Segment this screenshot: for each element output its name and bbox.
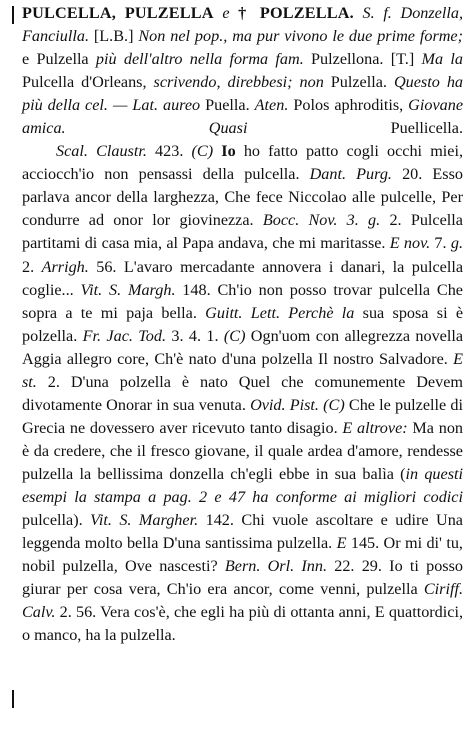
citation-text: 142. Chi vuole ascoltare e udire Una leggenda molto bella D'una santissima pulzella.	[22, 511, 463, 553]
citation-text: 22. 29. Io ti posso giurar per cosa vera, Ch'io era ancor, come venni, pulzella	[22, 557, 463, 599]
citation-text: 3. 4. 1.	[166, 326, 224, 345]
citation-text: Che le pulzelle di Grecia ne dovessero aver ricevuto tanto disagio.	[22, 395, 463, 437]
text-2: Pulzellona. [T.]	[303, 50, 422, 69]
citation-text: Ogn'uom con allegrezza novella Aggia allegro core, Ch'è nato d'una polzella Il nostro Salvadore.	[22, 326, 464, 368]
citation-text: 145. Or mi di' tu, nobil pulzella, Ove nascesti?	[22, 534, 463, 576]
citation-source: E	[336, 534, 347, 553]
citation-source: Guitt. Lett.	[205, 303, 280, 322]
entry-quotations	[22, 140, 463, 647]
usage-note-2: più dell'altro nella forma fam.	[95, 50, 304, 69]
text-4: Pulzella.	[323, 73, 394, 92]
citation-source: Vit. S. Margh.	[80, 280, 176, 299]
usage-note-3: Ma la	[421, 50, 464, 69]
citation-source: Dant. Purg.	[309, 165, 392, 184]
lemma-conjunction: e	[213, 4, 239, 22]
gloss: Donzella, Fanciulla.	[22, 4, 463, 46]
text-1: e Pulzella	[22, 50, 96, 69]
citation-source: E st.	[22, 349, 463, 391]
margin-rule-top	[12, 6, 14, 24]
citation-source: Vit. S. Margher.	[90, 511, 199, 530]
usage-note-5: Questo ha più della cel. — Lat. aureo	[22, 73, 464, 115]
usage-note-7: Giovane amica. Quasi	[22, 96, 464, 138]
citation-source: g.	[450, 234, 463, 253]
citation-source: Bern. Orl. Inn.	[224, 557, 328, 576]
text-3: Pulcella d'Orleans,	[22, 73, 154, 92]
citation-source: in questi esempi la stampa a pag. 2 e 47 ha conforme ai migliori codici	[22, 464, 464, 506]
citation-text: 2. D'una polzella è nato Quel che comunemente Devem divotamente Onorar in sua venuta.	[22, 372, 463, 414]
text-5: Puella.	[200, 96, 255, 115]
usage-note-6: Aten.	[254, 96, 289, 115]
citation-source: E altrove:	[342, 418, 408, 437]
citation-source: Ciriff. Calv.	[22, 580, 463, 622]
citation-text: 7.	[430, 234, 451, 253]
margin-rule-bottom	[12, 690, 14, 708]
citation-text: sua sposa si è polzella.	[22, 303, 464, 345]
citation-text: ho fatto patto cogli occhi miei, acciocch'io non pensassi della pulcella.	[22, 142, 464, 184]
citation-source: (C)	[223, 326, 246, 345]
citation-text: 2. 56. Vera cos'è, che egli ha più di ottanta anni, E quattordici, o manco, ha la pulzella.	[22, 603, 463, 645]
lemma-variant: POLZELLA.	[251, 4, 354, 22]
citation-source: E nov.	[389, 234, 431, 253]
citation-source: Ovid. Pist.	[250, 395, 319, 414]
citation-text: 2. Pulcella partitami di casa mia, al Papa andava, che mi maritasse.	[22, 211, 463, 253]
citation-text: 148. Ch'io non posso trovar pulcella Che sopra a te mi paja bella.	[22, 280, 463, 322]
initial-word: Io	[221, 142, 236, 161]
citation-text: 2.	[22, 257, 42, 276]
entry-definition	[22, 2, 463, 140]
obsolete-cross-mark: †	[238, 4, 252, 22]
citation-source: Scal. Claustr.	[56, 142, 147, 161]
citation-text: 423.	[146, 142, 192, 161]
text-6: Polos aphroditis,	[288, 96, 409, 115]
lemma-headword: PULCELLA, PULZELLA	[22, 4, 214, 22]
usage-note-4: scrivendo, direbbesi; non	[153, 73, 324, 92]
citation-source: Fr. Jac. Tod.	[82, 326, 167, 345]
citation-text: Ma non è da credere, che il fresco giovane, il quale ardea d'amore, rendesse pulzella la bellissima donzella ch'egli ebbe in sua balìa (	[22, 418, 464, 483]
part-of-speech: S. f.	[353, 4, 392, 22]
citation-source: Perchè la	[288, 303, 355, 322]
citation-source: (C)	[191, 142, 222, 161]
citation-source: Arrigh.	[41, 257, 89, 276]
lb-tag: [L.B.]	[89, 27, 139, 46]
usage-note-1: Non nel pop., ma pur vivono le due prime forme;	[138, 27, 464, 46]
citation-text: pulcella).	[22, 511, 91, 530]
citation-source: (C)	[323, 395, 345, 414]
text-7: Puellicella.	[247, 119, 463, 138]
citation-source: Bocc. Nov. 3. g.	[262, 211, 381, 230]
citation-text: 56. L'avaro mercadante annovera i danari, la pulcella coglie...	[22, 257, 464, 299]
citation-text: 20. Esso parlava ancor della larghezza, Che fece Niccolao alle pulcelle, Per condurre ad onor lor giovinezza.	[22, 165, 463, 230]
